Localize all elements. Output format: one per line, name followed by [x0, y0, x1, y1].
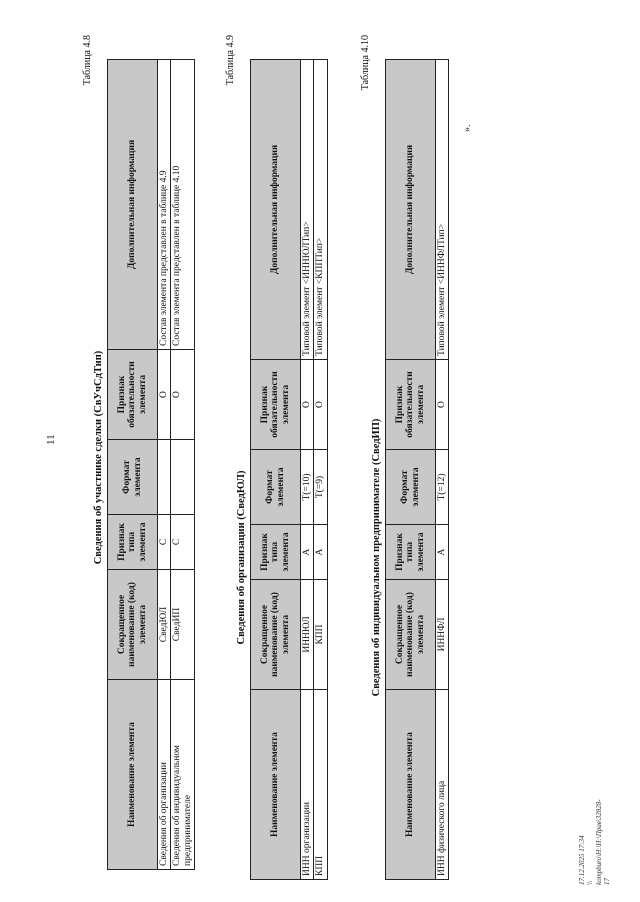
table-cell: T(=9) [314, 450, 327, 525]
table-cell: КПП [314, 690, 327, 880]
column-header: Формат элемента [251, 450, 301, 525]
footer-file-path: \\ kompburo\Н:\Н:\Прав\32828-17 [586, 799, 612, 885]
table-cell [171, 440, 195, 515]
column-header: Дополнительная информация [108, 60, 158, 350]
table-row [436, 60, 449, 880]
table-cell: О [158, 350, 171, 440]
table-header-row [386, 60, 436, 880]
column-header: Признак обязательности элемента [108, 350, 158, 440]
column-header: Дополнительная информация [251, 60, 301, 360]
table-cell: СведИП [171, 570, 195, 680]
table-cell: Типовой элемент <ИННФЛТип> [436, 60, 449, 360]
data-table [107, 59, 195, 870]
table-row [301, 60, 314, 880]
table-row [171, 60, 195, 870]
table-cell: Сведения об организации [158, 680, 171, 870]
table-4-8-block [82, 25, 195, 880]
table-cell: ИННФЛ [436, 580, 449, 690]
table-cell: Типовой элемент <КППТип> [314, 60, 327, 360]
table-number: Таблица 4.9 [225, 35, 236, 86]
table-title: Сведения об участнике сделки (СвУчСдТип) [93, 350, 104, 565]
table-cell: Сведения об индивидуальном предпринимателе [171, 680, 195, 870]
table-row [314, 60, 327, 880]
table-cell: А [314, 525, 327, 580]
closing-quote-mark: ». [462, 124, 473, 132]
column-header: Признак обязательности элемента [386, 360, 436, 450]
table-cell: О [436, 360, 449, 450]
column-header: Формат элемента [108, 440, 158, 515]
column-header: Сокращенное наименование (код) элемента [251, 580, 301, 690]
table-title: Сведения об индивидуальном предпринимателе (СведИП) [371, 418, 382, 697]
table-cell: О [301, 360, 314, 450]
column-header: Наименование элемента [386, 690, 436, 880]
table-cell: КПП [314, 580, 327, 690]
table-cell: А [436, 525, 449, 580]
table-number: Таблица 4.8 [82, 35, 93, 86]
table-header-row [108, 60, 158, 870]
page-number: 11 [45, 434, 57, 445]
data-table [250, 59, 328, 880]
table-cell: Типовой элемент <ИННЮЛТип> [301, 60, 314, 360]
table-4-10-block [360, 25, 449, 880]
table-cell: СведЮЛ [158, 570, 171, 680]
table-number: Таблица 4.10 [360, 35, 371, 91]
table-cell: ИННЮЛ [301, 580, 314, 690]
column-header: Признак типа элемента [251, 525, 301, 580]
table-4-9-block [225, 25, 328, 880]
document-footer [578, 799, 612, 885]
column-header: Признак типа элемента [108, 515, 158, 570]
column-header: Сокращенное наименование (код) элемента [386, 580, 436, 690]
table-cell: О [314, 360, 327, 450]
table-cell: ИНН физического лица [436, 690, 449, 880]
table-header-row [251, 60, 301, 880]
column-header: Дополнительная информация [386, 60, 436, 360]
table-cell: Состав элемента представлен в таблице 4.9 [158, 60, 171, 350]
table-cell: С [158, 515, 171, 570]
table-cell: О [171, 350, 195, 440]
column-header: Наименование элемента [251, 690, 301, 880]
table-cell [158, 440, 171, 515]
table-cell: T(=12) [436, 450, 449, 525]
column-header: Сокращенное наименование (код) элемента [108, 570, 158, 680]
table-cell: T(=10) [301, 450, 314, 525]
table-title: Сведения об организации (СведЮЛ) [236, 470, 247, 645]
column-header: Формат элемента [386, 450, 436, 525]
column-header: Наименование элемента [108, 680, 158, 870]
data-table [385, 59, 449, 880]
column-header: Признак типа элемента [386, 525, 436, 580]
table-cell: ИНН организации [301, 690, 314, 880]
table-cell: С [171, 515, 195, 570]
footer-timestamp: 17.12.2025 17:34 [578, 835, 586, 885]
table-row [158, 60, 171, 870]
table-cell: Состав элемента представлен в таблице 4.10 [171, 60, 195, 350]
column-header: Признак обязательности элемента [251, 360, 301, 450]
table-cell: А [301, 525, 314, 580]
